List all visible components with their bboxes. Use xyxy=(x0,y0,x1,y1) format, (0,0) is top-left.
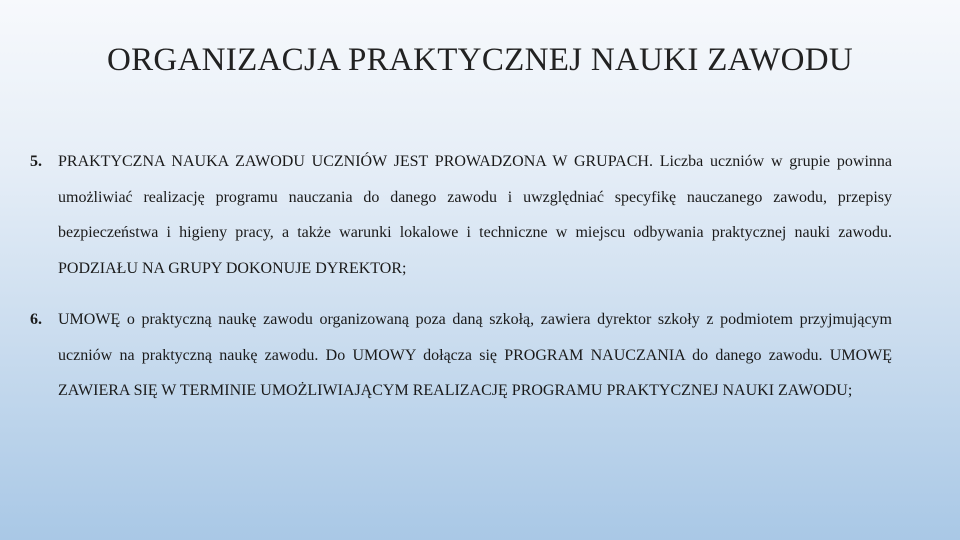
text-segment: . Liczba uczniów w grupie powinna umożliwiać realizację programu nauczania do danego zawodu i uwzględniać specyfikę nauczanego zawodu, przepisy bezpieczeństwa i higieny pracy, a także warunki lokalowe i techniczne w miejscu odbywania praktycznej nauki zawodu. xyxy=(58,153,892,241)
text-segment: PRAKTYCZNA NAUKA ZAWODU UCZNIÓW JEST PROWADZONA W GRUPACH xyxy=(58,153,649,170)
text-segment: UMOWĘ xyxy=(58,311,121,328)
list-item xyxy=(30,302,892,409)
slide-title: ORGANIZACJA PRAKTYCZNEJ NAUKI ZAWODU xyxy=(106,42,854,78)
text-segment: do danego zawodu. xyxy=(684,346,830,364)
text-segment: UMOWĘ ZAWIERA SIĘ W TERMINIE UMOŻLIWIAJĄCYM REALIZACJĘ PROGRAMU PRAKTYCZNEJ NAUKI ZAWODU xyxy=(58,346,893,399)
list-item-number: 5. xyxy=(30,153,42,170)
text-segment: dołącza się xyxy=(415,346,505,364)
list-item-number: 6. xyxy=(30,311,42,328)
list-item-text xyxy=(58,144,892,286)
text-segment: PROGRAM NAUCZANIA xyxy=(504,346,685,364)
text-segment: PODZIAŁU NA GRUPY DOKONUJE DYREKTOR xyxy=(58,259,403,277)
text-segment: UMOWY xyxy=(352,346,416,364)
text-segment: o praktyczną naukę zawodu organizowaną poza daną szkołą, zawiera dyrektor szkoły z podmiotem przyjmującym uczniów na praktyczną naukę zawodu. Do xyxy=(58,311,892,364)
text-segment: ; xyxy=(402,259,407,277)
list-item-text xyxy=(58,302,892,409)
list-item xyxy=(30,144,892,286)
text-segment: ; xyxy=(847,382,853,399)
